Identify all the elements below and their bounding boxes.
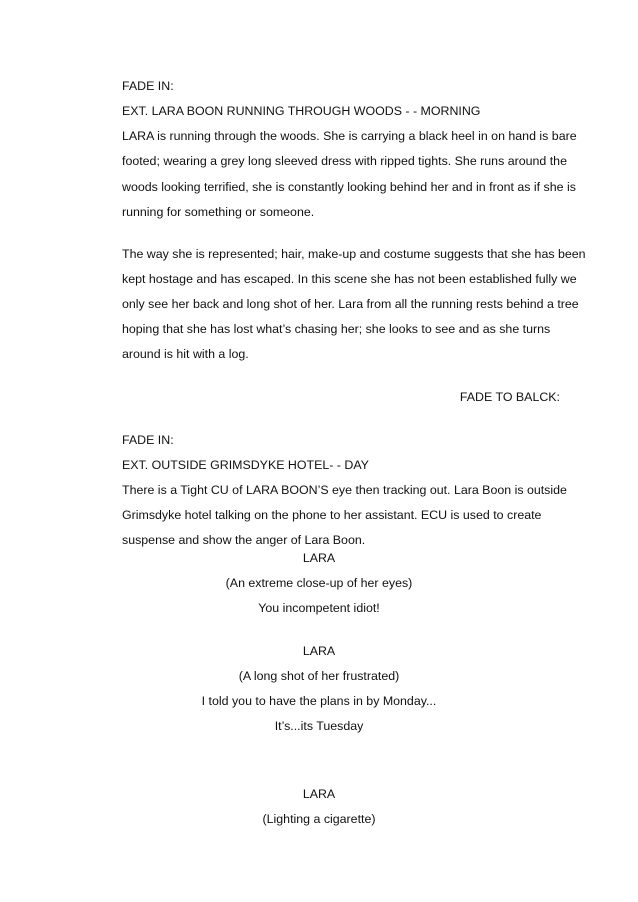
action-line: hoping that she has lost what’s chasing her; she looks to see and as she turns: [122, 322, 551, 336]
action-line: around is hit with a log.: [122, 347, 249, 361]
fade-in-transition: FADE IN:: [122, 79, 174, 93]
fade-out-transition: FADE TO BALCK:: [459, 390, 560, 404]
action-line: running for something or someone.: [122, 205, 315, 219]
action-line: The way she is represented; hair, make-up and costume suggests that she has been: [122, 247, 586, 261]
parenthetical: (A long shot of her frustrated): [238, 669, 400, 683]
dialogue-line: It’s...its Tuesday: [274, 719, 364, 733]
action-line: only see her back and long shot of her. Lara from all the running rests behind a tree: [122, 297, 579, 311]
action-line: suspense and show the anger of Lara Boon.: [122, 533, 366, 547]
action-line: Grimsdyke hotel talking on the phone to her assistant. ECU is used to create: [122, 508, 542, 522]
scene-heading: EXT. OUTSIDE GRIMSDYKE HOTEL- - DAY: [122, 458, 369, 472]
scene-heading: EXT. LARA BOON RUNNING THROUGH WOODS - - MORNING: [122, 104, 481, 118]
action-line: woods looking terrified, she is constantly looking behind her and in front as if she is: [122, 180, 576, 194]
action-line: footed; wearing a grey long sleeved dress with ripped tights. She runs around the: [122, 154, 567, 168]
action-line: There is a Tight CU of LARA BOON’S eye then tracking out. Lara Boon is outside: [122, 483, 567, 497]
parenthetical: (Lighting a cigarette): [262, 812, 376, 826]
action-line: LARA is running through the woods. She is carrying a black heel in on hand is bare: [122, 129, 577, 143]
character-name: LARA: [302, 551, 336, 565]
action-line: kept hostage and has escaped. In this scene she has not been established fully we: [122, 272, 577, 286]
dialogue-line: You incompetent idiot!: [258, 601, 380, 615]
character-name: LARA: [302, 644, 336, 658]
fade-in-transition: FADE IN:: [122, 433, 174, 447]
parenthetical: (An extreme close-up of her eyes): [225, 576, 413, 590]
character-name: LARA: [302, 787, 336, 801]
dialogue-line: I told you to have the plans in by Monday...: [201, 694, 437, 708]
